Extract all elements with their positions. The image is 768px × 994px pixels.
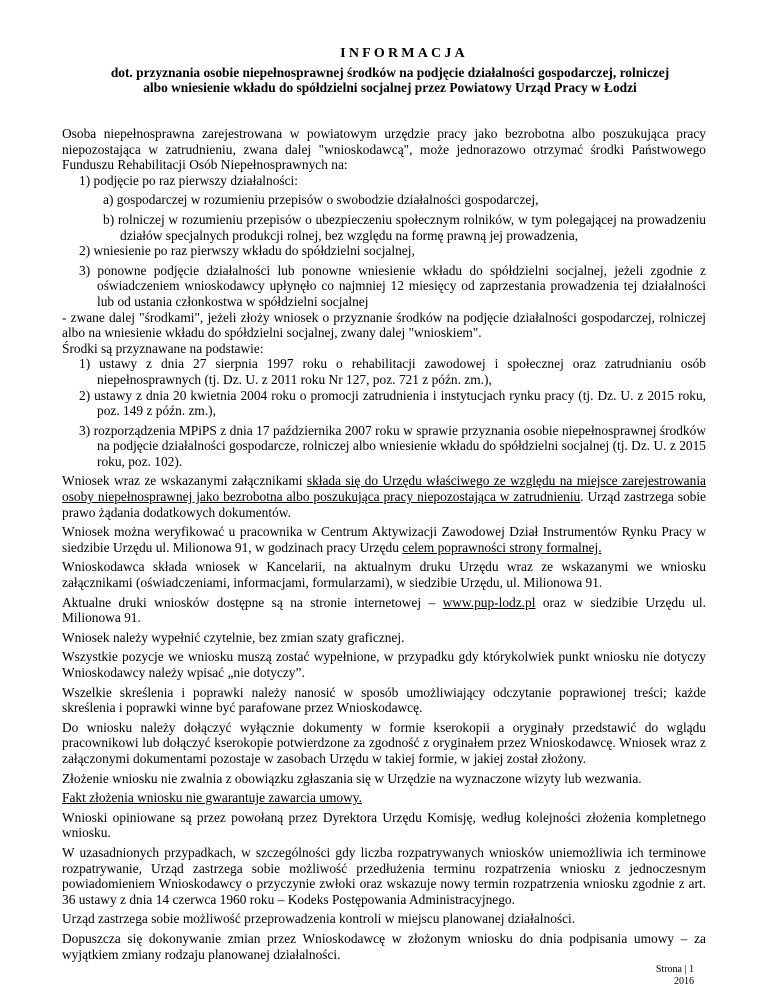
paragraph-forms — [62, 595, 706, 626]
paragraph-inspection: Urząd zastrzega sobie możliwość przeprowadzenia kontroli w miejscu planowanej działalności. — [62, 911, 576, 927]
document-subtitle — [0, 65, 768, 97]
basis-intro: Środki są przyznawane na podstawie: — [62, 340, 264, 356]
submission-text-a: Wniosek wraz ze wskazanymi załącznikami — [62, 473, 307, 489]
paragraph-extension: W uzasadnionych przypadkach, w szczególności gdy liczba rozpatrywanych wniosków uniemożliwia ich terminowe rozpatrywanie, Urząd zastrzega sobie możliwość przedłużenia terminu rozpatrzenia wniosku z jednoczesnym powiadomieniem Wnioskodawcy o przyczynie zwłoki oraz wskazuje nowy termin rozpatrzenia wniosku zgodnie z art. 36 ustawy z dnia 14 czerwca 1960 roku – Kodeks Postępowania Administracyjnego. — [62, 844, 706, 907]
forms-text-a: Aktualne druki wniosków dostępne są na stronie internetowej – — [62, 594, 443, 610]
verification-text: Wniosek można weryfikować u pracownika w Centrum Aktywizacji Zawodowej Dział Instrumentów Rynku Pracy w siedzibie Urzędu ul. Milionowa 91, w godzinach pracy Urzędu — [62, 524, 706, 555]
paragraph-legibility: Wniosek należy wypełnić czytelnie, bez zmian szaty graficznej. — [62, 629, 405, 645]
paragraph-commission: Wnioski opiniowane są przez powołaną przez Dyrektora Urzędu Komisję, według kolejności złożenia kompletnego wniosku. — [62, 809, 706, 841]
basis-item-1: 1) ustawy z dnia 27 sierpnia 1997 roku o rehabilitacji zawodowej i społecznej oraz zatrudnianiu osób niepełnosprawnych (tj. Dz. U. z 2011 roku Nr 127, poz. 721 z późn. zm.), — [79, 356, 706, 387]
paragraph-attachments: Do wniosku należy dołączyć wyłącznie dokumenty w formie kserokopii a oryginały przedstawić do wglądu pracownikowi lub dołączyć kserokopie potwierdzone za zgodność z oryginałem przez Wnioskodawcę. Wniosek wraz z załączonymi dokumentami pozostaje w zasobach Urzędu w takiej formie, w jakiej został złożony. — [62, 719, 706, 766]
basis-item-2: 2) ustawy z dnia 20 kwietnia 2004 roku o promocji zatrudnienia i instytucjach rynku pracy (tj. Dz. U. z 2015 roku, poz. 149 z późn. zm.), — [79, 387, 706, 419]
basis-item-3: 3) rozporządzenia MPiPS z dnia 17 października 2007 roku w sprawie przyznania osobie niepełnosprawnej środków na podjęcie działalności gospodarcze, rolniczej albo wniesienie wkładu do spółdzielni socjalnej (tj. Dz. U. z 2015 roku, poz. 102). — [79, 422, 706, 469]
paragraph-corrections: Wszelkie skreślenia i poprawki należy nanosić w sposób umożliwiający odczytanie poprawionej treści; każde skreślenia i poprawki winne być parafowane przez Wnioskodawcę. — [62, 684, 706, 716]
page-number: Strona | 1 — [655, 964, 694, 975]
list-item-1: 1) podjęcie po raz pierwszy działalności: — [79, 172, 298, 188]
intro-paragraph: Osoba niepełnosprawna zarejestrowana w powiatowym urzędzie pracy jako bezrobotna albo poszukująca pracy niepozostająca w zatrudnieniu, zwana dalej "wnioskodawcą", może jednorazowo otrzymać środki Państwowego Funduszu Rehabilitacji Osób Niepełnosprawnych na: — [62, 126, 706, 173]
page-footer — [656, 964, 694, 988]
forms-text-b: oraz w siedzibie Urzędu ul. Milionowa 91. — [62, 594, 706, 626]
paragraph-no-guarantee — [62, 790, 706, 806]
document-body — [62, 126, 706, 962]
paragraph-fields: Wszystkie pozycje we wniosku muszą zostać wypełnione, w przypadku gdy którykolwiek punkt wniosku nie dotyczy Wnioskodawcy należy wpisać „nie dotyczy”. — [62, 649, 706, 680]
paragraph-visits: Złożenie wniosku nie zwalnia z obowiązku zgłaszania się w Urzędzie na wyznaczone wizyty lub wezwania. — [62, 770, 642, 786]
verification-underlined: celem poprawności strony formalnej. — [402, 539, 602, 555]
list-item-3: 3) ponowne podjęcie działalności lub ponowne wniesienie wkładu do spółdzielni socjalnej, jeżeli zgodnie z oświadczeniem wnioskodawcy upłynęło co najmniej 12 miesięcy od zaprzestania prowadzenia tej działalności lub od ustania członkostwa w spółdzielni socjalnej — [79, 262, 706, 309]
paragraph-verification — [62, 524, 706, 555]
paragraph-submission — [62, 473, 706, 520]
list-item-2: 2) wniesienie po raz pierwszy wkładu do spółdzielni socjalnej, — [79, 243, 415, 259]
website-link[interactable]: www.pup-lodz.pl — [442, 594, 536, 610]
zwane-paragraph: - zwane dalej "środkami", jeżeli złoży wniosek o przyznanie środków na podjęcie działalności gospodarczej, rolniczej albo na wniesienie wkładu do spółdzielni socjalnej, zwany dalej "wnioskiem". — [62, 309, 706, 341]
list-item-1a: a) gospodarczej w rozumieniu przepisów o swobodzie działalności gospodarczej, — [103, 192, 539, 208]
paragraph-changes: Dopuszcza się dokonywanie zmian przez Wnioskodawcę w złożonym wniosku do dnia podpisania umowy – za wyjątkiem zmiany rodzaju planowanej działalności. — [62, 930, 706, 962]
document-title: INFORMACJA — [340, 46, 468, 61]
subtitle-line-2: albo wniesienie wkładu do spółdzielni socjalnej przez Powiatowy Urząd Pracy w Łodzi — [143, 80, 637, 96]
no-guarantee-text: Fakt złożenia wniosku nie gwarantuje zawarcia umowy. — [62, 790, 362, 806]
footer-year: 2016 — [674, 976, 694, 987]
subtitle-line-1: dot. przyznania osobie niepełnosprawnej środków na podjęcie działalności gospodarczej, rolniczej — [110, 64, 670, 80]
list-item-1b: b) rolniczej w rozumieniu przepisów o ubezpieczeniu społecznym rolników, w tym polegającej na prowadzeniu działów specjalnych produkcji rolnej, bez względu na formę prawną jej prowadzenia, — [103, 211, 706, 243]
paragraph-office: Wnioskodawca składa wniosek w Kancelarii, na aktualnym druku Urzędu wraz ze wskazanymi we wniosku załącznikami (oświadczeniami, informacjami, formularzami), w siedzibie Urzędu, ul. Milionowa 91. — [62, 559, 706, 591]
submission-text-b: . Urząd zastrzega sobie prawo żądania dodatkowych dokumentów. — [62, 489, 707, 520]
submission-underlined: składa się do Urzędu właściwego ze względu na miejsce zarejestrowania osoby niepełnosprawnej jako bezrobotna albo poszukująca pracy niepozostająca w zatrudnieniu — [62, 473, 706, 505]
